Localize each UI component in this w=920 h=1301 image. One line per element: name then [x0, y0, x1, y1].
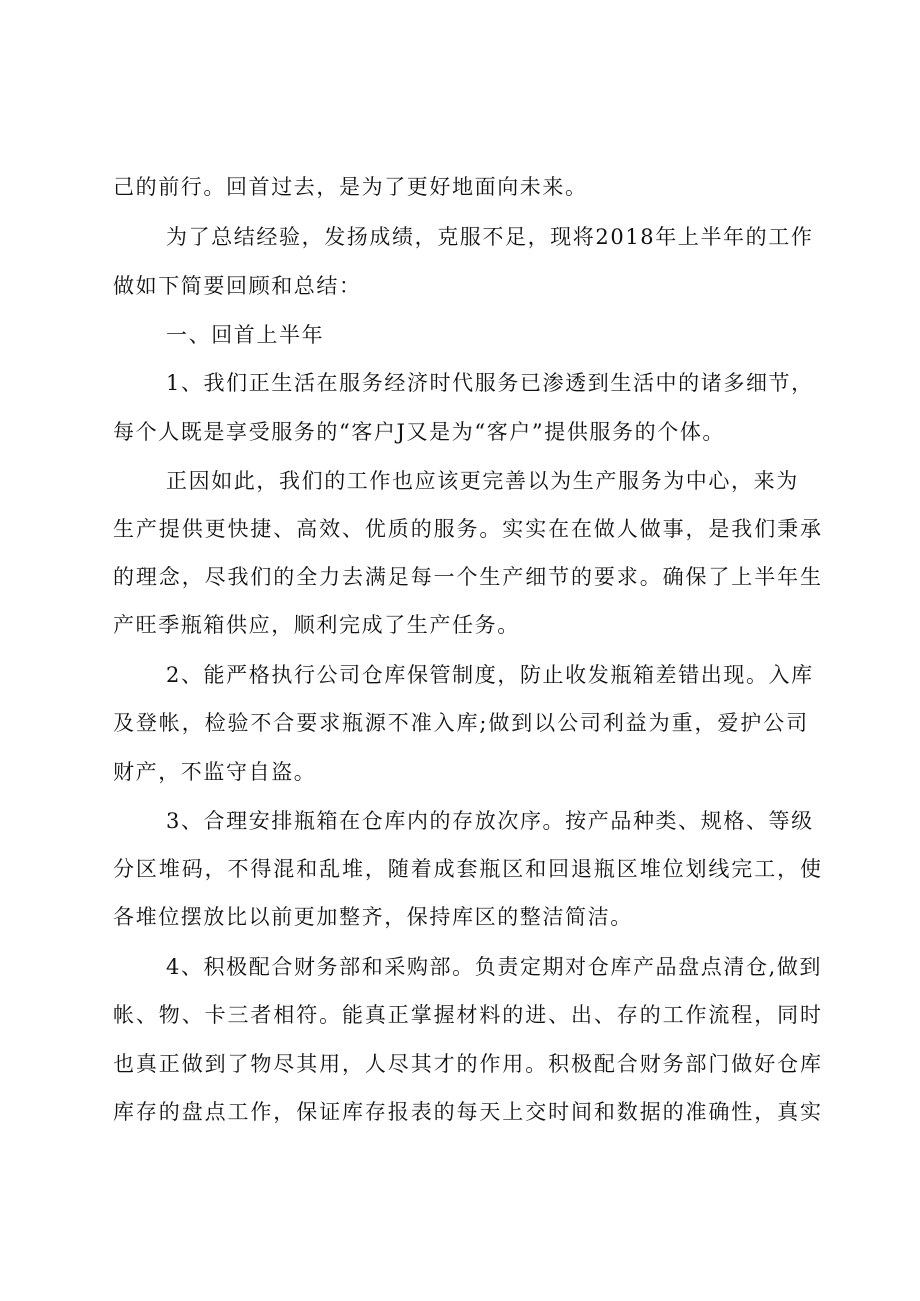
text-line: 也真正做到了物尽其用，人尽其才的作用。积极配合财务部门做好仓库	[113, 1052, 823, 1076]
text-line: 生产提供更快捷、高效、优质的服务。实实在在做人做事，是我们秉承	[113, 517, 823, 541]
text-line: 分区堆码，不得混和乱堆，随着成套瓶区和回退瓶区堆位划线完工，使	[113, 857, 823, 881]
paragraph-first-line: 4、积极配合财务部和采购部。负责定期对仓库产品盘点清仓,做到	[166, 955, 823, 979]
text-line: 及登帐，检验不合要求瓶源不准入库;做到以公司利益为重，爱护公司	[113, 711, 809, 735]
text-line: 帐、物、卡三者相符。能真正掌握材料的进、出、存的工作流程，同时	[113, 1003, 823, 1027]
text-line: 做如下简要回顾和总结：	[113, 274, 362, 298]
section-heading: 一、回首上半年	[166, 323, 325, 347]
text-line: 每个人既是享受服务的“客户J又是为“客户”提供服务的个体。	[113, 420, 726, 444]
text-line: 各堆位摆放比以前更加整齐，保持库区的整洁简洁。	[113, 905, 633, 929]
paragraph-first-line: 正因如此，我们的工作也应该更完善以为生产服务为中心，来为	[166, 469, 799, 493]
paragraph-first-line: 1、我们正生活在服务经济时代服务已渗透到生活中的诸多细节，	[166, 371, 814, 395]
text-line: 己的前行。回首过去，是为了更好地面向未来。	[113, 175, 588, 199]
paragraph-first-line: 为了总结经验，发扬成绩，克服不足，现将2018年上半年的工作	[166, 225, 814, 249]
text-line: 财产，不监守自盗。	[113, 760, 317, 784]
text-line: 产旺季瓶箱供应，顺利完成了生产任务。	[113, 613, 520, 637]
paragraph-first-line: 3、合理安排瓶箱在仓库内的存放次序。按产品种类、规格、等级	[166, 809, 814, 833]
text-line: 的理念，尽我们的全力去满足每一个生产细节的要求。确保了上半年生	[113, 565, 823, 589]
paragraph-first-line: 2、能严格执行公司仓库保管制度，防止收发瓶箱差错出现。入库	[166, 663, 814, 687]
text-line: 库存的盘点工作，保证库存报表的每天上交时间和数据的准确性，真实	[113, 1100, 823, 1124]
